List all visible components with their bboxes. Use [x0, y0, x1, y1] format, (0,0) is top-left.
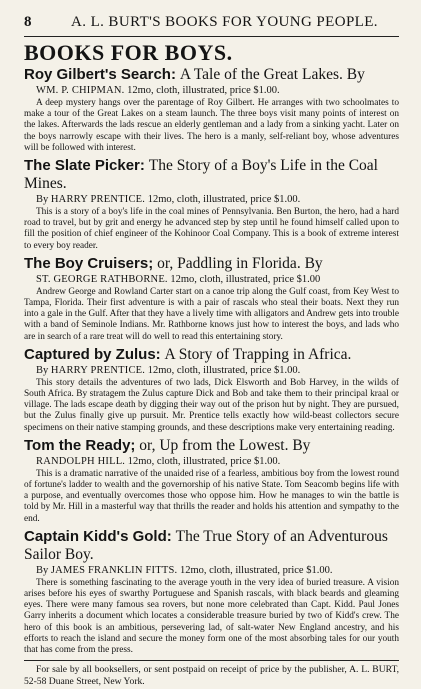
entry-heading: [24, 528, 399, 564]
book-details: 12mo, cloth, illustrated, price $1.00.: [179, 564, 333, 576]
author-name: JAMES FRANKLIN FITTS.: [50, 564, 178, 576]
book-subtitle: or, Paddling in Florida.: [157, 254, 301, 272]
book-title: The Slate Picker:: [24, 157, 145, 175]
byline-prefix: By: [292, 436, 311, 454]
book-details: 12mo, cloth, illustrated, price $1.00.: [127, 455, 281, 467]
book-description: A deep mystery hangs over the parentage of Roy Gilbert. He arranges with two schoolmates to make a tour of the Great Lakes on a steam launch. The three boys visit many points of interest on the lakes. Afterwards the lads rescue an elderly gentleman and a lady from a sinking yacht. Later on the boys narrowly escape with their lives. The hero is a manly, self-reliant boy, whose adventures will be followed with interest.: [24, 98, 399, 153]
book-entry: [24, 346, 399, 434]
book-details: 12mo, cloth, illustrated, price $1.00.: [127, 85, 280, 96]
book-details: 12mo, cloth, illustrated, price $1.00.: [147, 194, 301, 206]
author-name: ST. GEORGE RATHBORNE.: [36, 273, 168, 285]
book-description: This is a story of a boy's life in the coal mines of Pennsylvania. Ben Burton, the hero, had a hard road to travel, but by grit and energy he advanced step by step until he found himself called upon to fill the position of chief engineer of the Kohinoor Coal Company. This is a book of extreme interest to every boy reader.: [24, 207, 399, 251]
book-title: Tom the Ready;: [24, 436, 136, 454]
book-entry: [24, 528, 399, 656]
book-subtitle: A Tale of the Great Lakes.: [179, 66, 343, 83]
book-title: The Boy Cruisers;: [24, 254, 154, 272]
byline: [36, 364, 399, 377]
book-title: Roy Gilbert's Search:: [24, 66, 176, 83]
byline-prefix: By: [36, 364, 49, 376]
book-title: Captain Kidd's Gold:: [24, 527, 172, 545]
running-head: [24, 14, 399, 34]
byline-prefix: By: [346, 66, 365, 83]
entry-heading: [24, 437, 399, 455]
book-entry: [24, 157, 399, 252]
book-subtitle: The Story of a Boy's Life in the Coal Mines.: [24, 157, 378, 193]
book-description: Andrew George and Rowland Carter start on a canoe trip along the Gulf coast, from Key West to Tampa, Florida. Their first adventure is with a pair of rascals who steal their boats. Next they run into a gale in the Gulf. After that they have a lively time with alligators and Andrew gets into trouble with a band of Seminole Indians. Mr. Rathborne knows just how to interest the boys, and lads who are in search of a rare treat will do well to read this entertaining story.: [24, 286, 399, 342]
book-description: This story details the adventures of two lads, Dick Elsworth and Bob Harvey, in the wilds of South Africa. By stratagem the Zulus capture Dick and Bob and take them to their principal kraal or village. The lads escape death by digging their way out of the prison hut by night. They are pursued, but the Zulus finally give up pursuit. Mr. Prentice tells exactly how wild-beast collectors secure specimens on their native stamping grounds, and these descriptions make very entertaining reading.: [24, 377, 399, 433]
section-title: BOOKS FOR BOYS.: [24, 40, 233, 65]
entry-heading: [24, 66, 399, 84]
book-details: 12mo, cloth, illustrated, price $1.00.: [147, 364, 301, 376]
byline: [36, 455, 399, 468]
publisher-footer: For sale by all booksellers, or sent postpaid on receipt of price by the publisher, A. L. BURT, 52-58 Duane Street, New York.: [24, 664, 399, 687]
author-name: HARRY PRENTICE.: [50, 364, 146, 376]
running-title: A. L. BURT'S BOOKS FOR YOUNG PEOPLE.: [71, 14, 378, 30]
entry-heading: [24, 157, 399, 193]
byline: [36, 273, 399, 286]
byline-prefix: By: [304, 254, 323, 272]
book-details: 12mo, cloth, illustrated, price $1.00: [170, 273, 321, 285]
author-name: RANDOLPH HILL.: [36, 455, 126, 467]
byline: [36, 564, 399, 577]
book-description: This is a dramatic narrative of the unaided rise of a fearless, ambitious boy from the lowest round of fortune's ladder to wealth and the governorship of his native State. Tom Seacomb begins life with a purpose, and eventually overcomes those who oppose him. How he manages to win the battle is told by Mr. Hill in a masterful way that thrills the reader and holds his attention and sympathy to the end.: [24, 468, 399, 524]
footer-rule: [24, 660, 399, 661]
page-number: 8: [24, 14, 32, 30]
byline-prefix: By: [36, 194, 49, 206]
book-subtitle: The True Story of an Adventurous Sailor Boy.: [24, 527, 388, 563]
book-entry: [24, 255, 399, 343]
book-subtitle: A Story of Trapping in Africa.: [164, 345, 352, 363]
book-entry: [24, 437, 399, 525]
byline: [36, 84, 399, 97]
entry-heading: [24, 255, 399, 273]
book-subtitle: or, Up from the Lowest.: [139, 436, 289, 454]
book-description: There is something fascinating to the average youth in the very idea of buried treasure. A vision arises before his eyes of swarthy Portuguese and Spanish rascals, with black beards and gleaming eyes. There were many famous sea rovers, but none more celebrated than Capt. Kidd. Paul Jones Garry inherits a document which locates a considerable treasure buried by two of Kidd's crew. The hero of this book is an ambitious, persevering lad, of salt-water New England ancestry, and his efforts to reach the island and secure the money form one of the most absorbing tales for our youth that has come from the press.: [24, 577, 399, 656]
byline: [36, 193, 399, 206]
author-name: HARRY PRENTICE.: [50, 194, 146, 206]
book-entry: [24, 66, 399, 154]
header-rule: [24, 36, 399, 37]
entry-heading: [24, 346, 399, 364]
book-title: Captured by Zulus:: [24, 345, 161, 363]
byline-prefix: By: [36, 564, 49, 576]
author-name: WM. P. CHIPMAN.: [36, 85, 125, 96]
